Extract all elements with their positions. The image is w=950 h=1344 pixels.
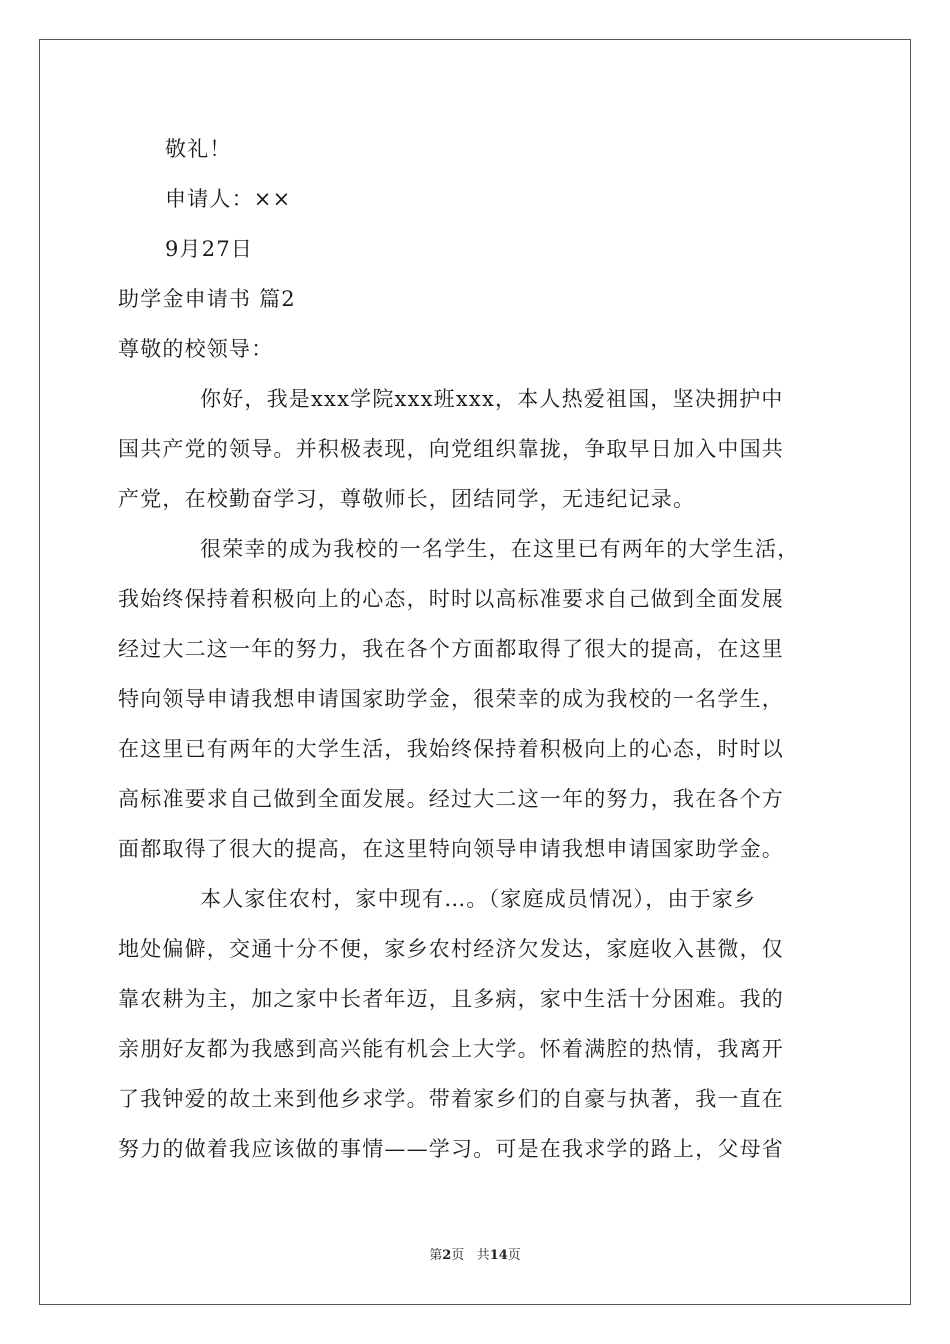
applicant-signature: 申请人：×× [165, 187, 292, 211]
page-suffix: 页 [451, 1248, 465, 1263]
paragraph-line: 你好，我是xxx学院xxx班xxx，本人热爱祖国，坚决拥护中 [200, 387, 784, 411]
section-title: 助学金申请书 篇2 [118, 287, 296, 311]
paragraph-line: 靠农耕为主，加之家中长者年迈，且多病，家中生活十分困难。我的 [118, 987, 784, 1011]
current-page-number: 2 [442, 1248, 452, 1263]
page-prefix: 第 [429, 1248, 443, 1263]
paragraph-line: 了我钟爱的故土来到他乡求学。带着家乡们的自豪与执著，我一直在 [118, 1087, 784, 1111]
closing-salutation: 敬礼！ [165, 137, 232, 161]
total-prefix: 共 [476, 1248, 490, 1263]
paragraph-line: 亲朋好友都为我感到高兴能有机会上大学。怀着满腔的热情，我离开 [118, 1037, 784, 1061]
paragraph-line: 很荣幸的成为我校的一名学生，在这里已有两年的大学生活， [200, 537, 800, 561]
page-border [39, 39, 911, 1305]
paragraph-line: 地处偏僻，交通十分不便，家乡农村经济欠发达，家庭收入甚微，仅 [118, 937, 784, 961]
total-suffix: 页 [507, 1248, 521, 1263]
paragraph-line: 特向领导申请我想申请国家助学金，很荣幸的成为我校的一名学生， [118, 687, 784, 711]
total-page-count: 14 [489, 1248, 508, 1263]
page-footer [0, 1247, 950, 1265]
paragraph-line: 产党，在校勤奋学习，尊敬师长，团结同学，无违纪记录。 [118, 487, 696, 511]
paragraph-line: 经过大二这一年的努力，我在各个方面都取得了很大的提高，在这里 [118, 637, 784, 661]
letter-date: 9月27日 [165, 237, 254, 261]
paragraph-line: 国共产党的领导。并积极表现，向党组织靠拢，争取早日加入中国共 [118, 437, 784, 461]
paragraph-line: 努力的做着我应该做的事情——学习。可是在我求学的路上，父母省 [118, 1137, 784, 1161]
paragraph-line: 我始终保持着积极向上的心态，时时以高标准要求自己做到全面发展 [118, 587, 784, 611]
paragraph-line: 本人家住农村，家中现有…。（家庭成员情况），由于家乡 [200, 887, 757, 911]
paragraph-line: 高标准要求自己做到全面发展。经过大二这一年的努力，我在各个方 [118, 787, 784, 811]
paragraph-line: 面都取得了很大的提高，在这里特向领导申请我想申请国家助学金。 [118, 837, 784, 861]
paragraph-line: 在这里已有两年的大学生活，我始终保持着积极向上的心态，时时以 [118, 737, 784, 761]
salutation: 尊敬的校领导： [118, 337, 274, 361]
